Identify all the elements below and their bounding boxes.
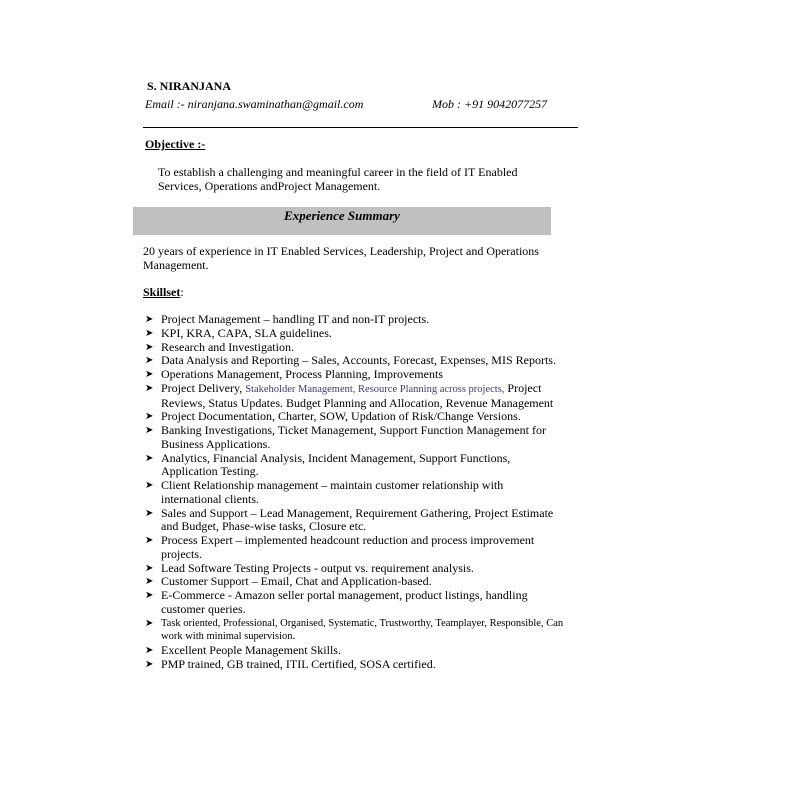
item-text: Project Management – handling IT and non-IT projects. xyxy=(161,312,430,326)
list-item xyxy=(145,354,565,368)
list-item xyxy=(145,534,565,562)
list-item xyxy=(145,327,565,341)
item-text: Data Analysis and Reporting – Sales, Accounts, Forecast, Expenses, MIS Reports. xyxy=(161,353,556,368)
arrow-bullet-icon: ➤ xyxy=(145,658,154,670)
arrow-bullet-icon: ➤ xyxy=(145,382,154,394)
list-item xyxy=(145,479,565,507)
item-highlight: Stakeholder Management, Resource Planning across projects, xyxy=(245,383,505,395)
item-text: Project Delivery, xyxy=(161,380,246,395)
arrow-bullet-icon: ➤ xyxy=(145,590,154,601)
skillset-colon: : xyxy=(180,285,184,299)
list-item xyxy=(145,658,565,672)
item-text: Research and Investigation. xyxy=(161,339,294,354)
experience-summary-text: 20 years of experience in IT Enabled Services, Leadership, Project and Operations Management. xyxy=(143,244,539,272)
item-text: Task oriented, Professional, Organised, Systematic, Trustworthy, Teamplayer, Responsible, Can work with minimal supervision. xyxy=(161,617,564,643)
arrow-bullet-icon: ➤ xyxy=(145,425,154,436)
list-item xyxy=(145,313,565,327)
candidate-name: S. NIRANJANA xyxy=(147,79,232,93)
header-divider xyxy=(143,127,578,128)
list-item xyxy=(145,341,565,355)
item-text: Banking Investigations, Ticket Management, Support Function Management for Business Applications. xyxy=(161,423,546,451)
list-item xyxy=(145,382,565,411)
list-item xyxy=(145,424,565,452)
item-text: Excellent People Management Skills. xyxy=(161,643,341,657)
arrow-bullet-icon: ➤ xyxy=(145,617,154,629)
arrow-bullet-icon: ➤ xyxy=(145,355,154,367)
item-text: Process Expert – implemented headcount reduction and process improvement projects. xyxy=(161,533,535,561)
skillset-label: Skillset xyxy=(143,285,181,299)
item-text: KPI, KRA, CAPA, SLA guidelines. xyxy=(161,325,332,340)
objective-heading: Objective :- xyxy=(145,137,206,151)
item-text: Lead Software Testing Projects - output vs. requirement analysis. xyxy=(161,560,474,575)
arrow-bullet-icon: ➤ xyxy=(145,327,154,339)
list-item xyxy=(145,644,565,658)
item-text: Analytics, Financial Analysis, Incident Management, Support Functions, Application Testing. xyxy=(161,450,511,479)
arrow-bullet-icon: ➤ xyxy=(145,562,154,574)
item-text: Customer Support – Email, Chat and Application-based. xyxy=(161,574,432,589)
experience-summary-heading: Experience Summary xyxy=(284,208,400,223)
list-item xyxy=(145,589,565,617)
list-item xyxy=(145,507,565,535)
arrow-bullet-icon: ➤ xyxy=(145,535,154,546)
list-item xyxy=(145,368,565,382)
list-item xyxy=(145,562,565,576)
list-item xyxy=(145,575,565,589)
item-text: Operations Management, Process Planning, Improvements xyxy=(161,367,443,381)
list-item xyxy=(145,617,565,645)
list-item xyxy=(145,452,565,480)
item-text: Project Reviews, Status Updates. Budget Planning and Allocation, Revenue Management xyxy=(161,380,554,410)
mobile-line: Mob : +91 9042077257 xyxy=(432,97,548,111)
item-text: Client Relationship management – maintain customer relationship with international clients. xyxy=(161,478,504,506)
arrow-bullet-icon: ➤ xyxy=(145,369,154,380)
arrow-bullet-icon: ➤ xyxy=(145,452,154,464)
item-text: Sales and Support – Lead Management, Requirement Gathering, Project Estimate and Budget, Phase-wise tasks, Closure etc. xyxy=(161,505,554,534)
item-text: E-Commerce - Amazon seller portal management, product listings, handling customer queries. xyxy=(161,588,528,616)
skills-list xyxy=(145,313,565,672)
item-text: Project Documentation, Charter, SOW, Updation of Risk/Change Versions. xyxy=(161,409,521,424)
arrow-bullet-icon: ➤ xyxy=(145,341,154,353)
arrow-bullet-icon: ➤ xyxy=(145,507,154,519)
list-item xyxy=(145,410,565,424)
arrow-bullet-icon: ➤ xyxy=(145,411,154,423)
arrow-bullet-icon: ➤ xyxy=(145,480,154,491)
objective-text: To establish a challenging and meaningful career in the field of IT Enabled Services, Operations andProject Management. xyxy=(158,165,518,193)
skillset-heading xyxy=(143,285,184,300)
arrow-bullet-icon: ➤ xyxy=(145,576,154,588)
email-line: Email :- niranjana.swaminathan@gmail.com xyxy=(145,97,364,111)
item-text: PMP trained, GB trained, ITIL Certified, SOSA certified. xyxy=(161,656,436,671)
arrow-bullet-icon: ➤ xyxy=(145,645,154,656)
arrow-bullet-icon: ➤ xyxy=(145,314,154,325)
